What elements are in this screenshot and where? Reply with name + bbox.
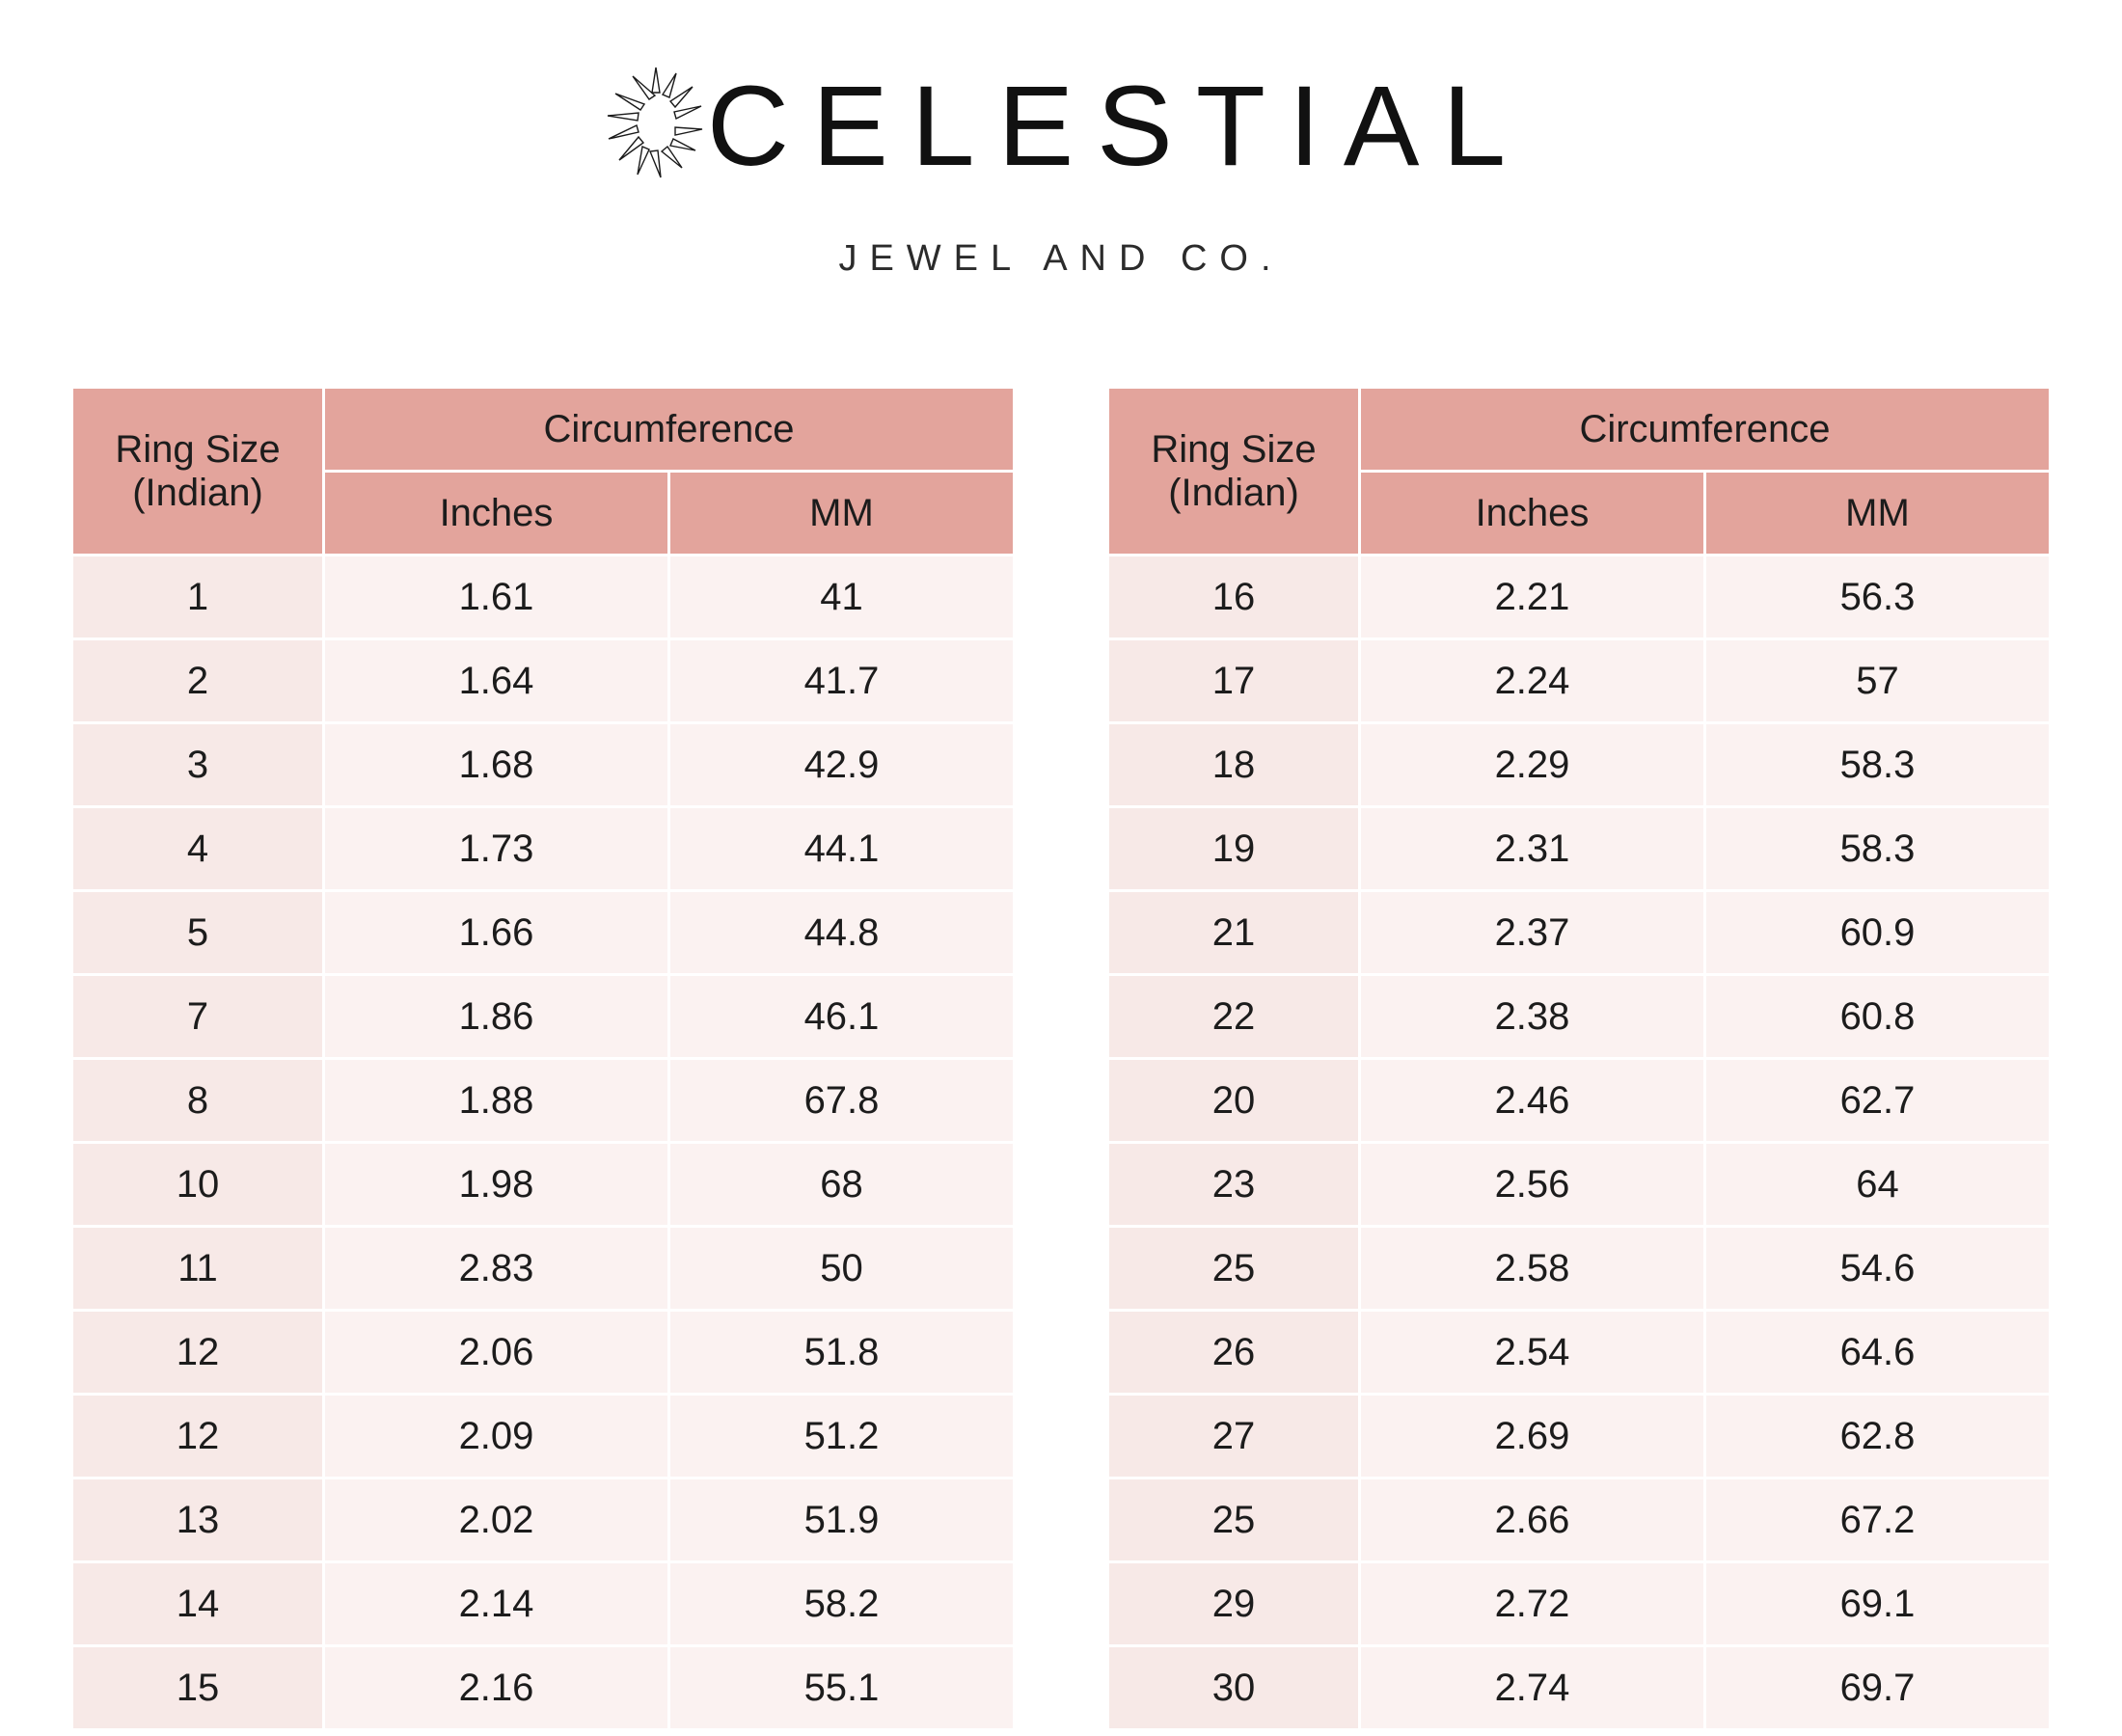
cell-inches: 2.69 xyxy=(1361,1396,1703,1477)
cell-mm: 51.8 xyxy=(670,1312,1013,1393)
cell-ring-size: 18 xyxy=(1109,724,1358,805)
cell-ring-size: 5 xyxy=(73,892,322,973)
cell-inches: 2.29 xyxy=(1361,724,1703,805)
cell-ring-size: 12 xyxy=(73,1312,322,1393)
cell-mm: 62.7 xyxy=(1706,1060,2049,1141)
table-row xyxy=(1109,892,2049,973)
cell-mm: 44.8 xyxy=(670,892,1013,973)
ring-size-table-left xyxy=(70,386,1016,1731)
table-row xyxy=(1109,976,2049,1057)
table-header-row-1 xyxy=(1109,389,2049,470)
cell-ring-size: 22 xyxy=(1109,976,1358,1057)
header-circumference: Circumference xyxy=(1361,389,2049,470)
sun-moon-icon xyxy=(593,46,719,205)
cell-mm: 67.8 xyxy=(670,1060,1013,1141)
cell-ring-size: 21 xyxy=(1109,892,1358,973)
brand-row xyxy=(0,46,2122,205)
header-mm: MM xyxy=(1706,473,2049,554)
cell-mm: 64.6 xyxy=(1706,1312,2049,1393)
cell-ring-size: 12 xyxy=(73,1396,322,1477)
table-row xyxy=(73,1312,1013,1393)
cell-mm: 57 xyxy=(1706,640,2049,721)
cell-inches: 2.72 xyxy=(1361,1563,1703,1644)
cell-inches: 2.14 xyxy=(325,1563,667,1644)
cell-inches: 2.06 xyxy=(325,1312,667,1393)
cell-inches: 2.37 xyxy=(1361,892,1703,973)
table-row xyxy=(1109,1647,2049,1728)
cell-mm: 60.9 xyxy=(1706,892,2049,973)
cell-mm: 41 xyxy=(670,556,1013,637)
brand-header xyxy=(0,0,2122,280)
cell-mm: 56.3 xyxy=(1706,556,2049,637)
cell-ring-size: 7 xyxy=(73,976,322,1057)
brand-title: CELESTIAL xyxy=(706,62,1530,190)
header-mm: MM xyxy=(670,473,1013,554)
table-row xyxy=(1109,1563,2049,1644)
cell-inches: 2.66 xyxy=(1361,1479,1703,1560)
header-inches: Inches xyxy=(1361,473,1703,554)
cell-inches: 2.46 xyxy=(1361,1060,1703,1141)
header-circumference: Circumference xyxy=(325,389,1013,470)
cell-ring-size: 29 xyxy=(1109,1563,1358,1644)
cell-mm: 58.3 xyxy=(1706,724,2049,805)
table-row xyxy=(1109,640,2049,721)
cell-inches: 1.61 xyxy=(325,556,667,637)
cell-inches: 2.74 xyxy=(1361,1647,1703,1728)
table-header-row-1 xyxy=(73,389,1013,470)
table-row xyxy=(73,892,1013,973)
cell-inches: 2.58 xyxy=(1361,1228,1703,1309)
cell-ring-size: 15 xyxy=(73,1647,322,1728)
cell-inches: 2.24 xyxy=(1361,640,1703,721)
cell-ring-size: 13 xyxy=(73,1479,322,1560)
cell-ring-size: 25 xyxy=(1109,1228,1358,1309)
table-row xyxy=(73,1647,1013,1728)
cell-mm: 46.1 xyxy=(670,976,1013,1057)
cell-inches: 1.66 xyxy=(325,892,667,973)
cell-mm: 50 xyxy=(670,1228,1013,1309)
cell-inches: 2.54 xyxy=(1361,1312,1703,1393)
table-row xyxy=(73,1228,1013,1309)
header-ring-size: Ring Size (Indian) xyxy=(1109,389,1358,554)
table-head xyxy=(73,389,1013,554)
cell-ring-size: 11 xyxy=(73,1228,322,1309)
table-row xyxy=(73,724,1013,805)
cell-ring-size: 16 xyxy=(1109,556,1358,637)
cell-ring-size: 23 xyxy=(1109,1144,1358,1225)
table-row xyxy=(73,1060,1013,1141)
brand-tagline: JEWEL AND CO. xyxy=(838,238,1284,279)
cell-ring-size: 3 xyxy=(73,724,322,805)
cell-ring-size: 8 xyxy=(73,1060,322,1141)
cell-inches: 2.02 xyxy=(325,1479,667,1560)
cell-inches: 2.38 xyxy=(1361,976,1703,1057)
cell-mm: 42.9 xyxy=(670,724,1013,805)
table-row xyxy=(73,1396,1013,1477)
cell-ring-size: 10 xyxy=(73,1144,322,1225)
table-row xyxy=(1109,1396,2049,1477)
cell-inches: 2.31 xyxy=(1361,808,1703,889)
cell-mm: 62.8 xyxy=(1706,1396,2049,1477)
cell-ring-size: 2 xyxy=(73,640,322,721)
table-row xyxy=(1109,556,2049,637)
cell-ring-size: 17 xyxy=(1109,640,1358,721)
table-row xyxy=(1109,1060,2049,1141)
table-row xyxy=(1109,1144,2049,1225)
table-row xyxy=(73,1144,1013,1225)
cell-inches: 2.09 xyxy=(325,1396,667,1477)
table-head xyxy=(1109,389,2049,554)
cell-inches: 2.83 xyxy=(325,1228,667,1309)
table-body xyxy=(1109,556,2049,1728)
size-tables-container xyxy=(0,386,2122,1731)
table-row xyxy=(73,976,1013,1057)
ring-size-table-right xyxy=(1106,386,2052,1731)
cell-inches: 1.68 xyxy=(325,724,667,805)
table-row xyxy=(1109,724,2049,805)
cell-inches: 2.56 xyxy=(1361,1144,1703,1225)
cell-ring-size: 27 xyxy=(1109,1396,1358,1477)
cell-mm: 68 xyxy=(670,1144,1013,1225)
cell-ring-size: 4 xyxy=(73,808,322,889)
cell-mm: 58.3 xyxy=(1706,808,2049,889)
table-row xyxy=(73,1563,1013,1644)
cell-inches: 2.21 xyxy=(1361,556,1703,637)
cell-ring-size: 20 xyxy=(1109,1060,1358,1141)
cell-mm: 51.9 xyxy=(670,1479,1013,1560)
cell-mm: 51.2 xyxy=(670,1396,1013,1477)
cell-inches: 1.64 xyxy=(325,640,667,721)
table-body xyxy=(73,556,1013,1728)
cell-inches: 2.16 xyxy=(325,1647,667,1728)
cell-mm: 60.8 xyxy=(1706,976,2049,1057)
table-row xyxy=(73,556,1013,637)
cell-mm: 69.7 xyxy=(1706,1647,2049,1728)
cell-inches: 1.73 xyxy=(325,808,667,889)
table-row xyxy=(1109,1228,2049,1309)
table-row xyxy=(73,808,1013,889)
table-row xyxy=(73,1479,1013,1560)
table-row xyxy=(73,640,1013,721)
cell-ring-size: 19 xyxy=(1109,808,1358,889)
cell-mm: 69.1 xyxy=(1706,1563,2049,1644)
cell-ring-size: 14 xyxy=(73,1563,322,1644)
cell-ring-size: 1 xyxy=(73,556,322,637)
cell-ring-size: 25 xyxy=(1109,1479,1358,1560)
table-row xyxy=(1109,808,2049,889)
cell-mm: 44.1 xyxy=(670,808,1013,889)
cell-mm: 54.6 xyxy=(1706,1228,2049,1309)
cell-mm: 58.2 xyxy=(670,1563,1013,1644)
cell-inches: 1.98 xyxy=(325,1144,667,1225)
header-ring-size: Ring Size (Indian) xyxy=(73,389,322,554)
cell-inches: 1.88 xyxy=(325,1060,667,1141)
cell-mm: 67.2 xyxy=(1706,1479,2049,1560)
header-inches: Inches xyxy=(325,473,667,554)
cell-mm: 41.7 xyxy=(670,640,1013,721)
cell-mm: 64 xyxy=(1706,1144,2049,1225)
cell-ring-size: 26 xyxy=(1109,1312,1358,1393)
cell-inches: 1.86 xyxy=(325,976,667,1057)
table-row xyxy=(1109,1312,2049,1393)
table-row xyxy=(1109,1479,2049,1560)
cell-ring-size: 30 xyxy=(1109,1647,1358,1728)
cell-mm: 55.1 xyxy=(670,1647,1013,1728)
